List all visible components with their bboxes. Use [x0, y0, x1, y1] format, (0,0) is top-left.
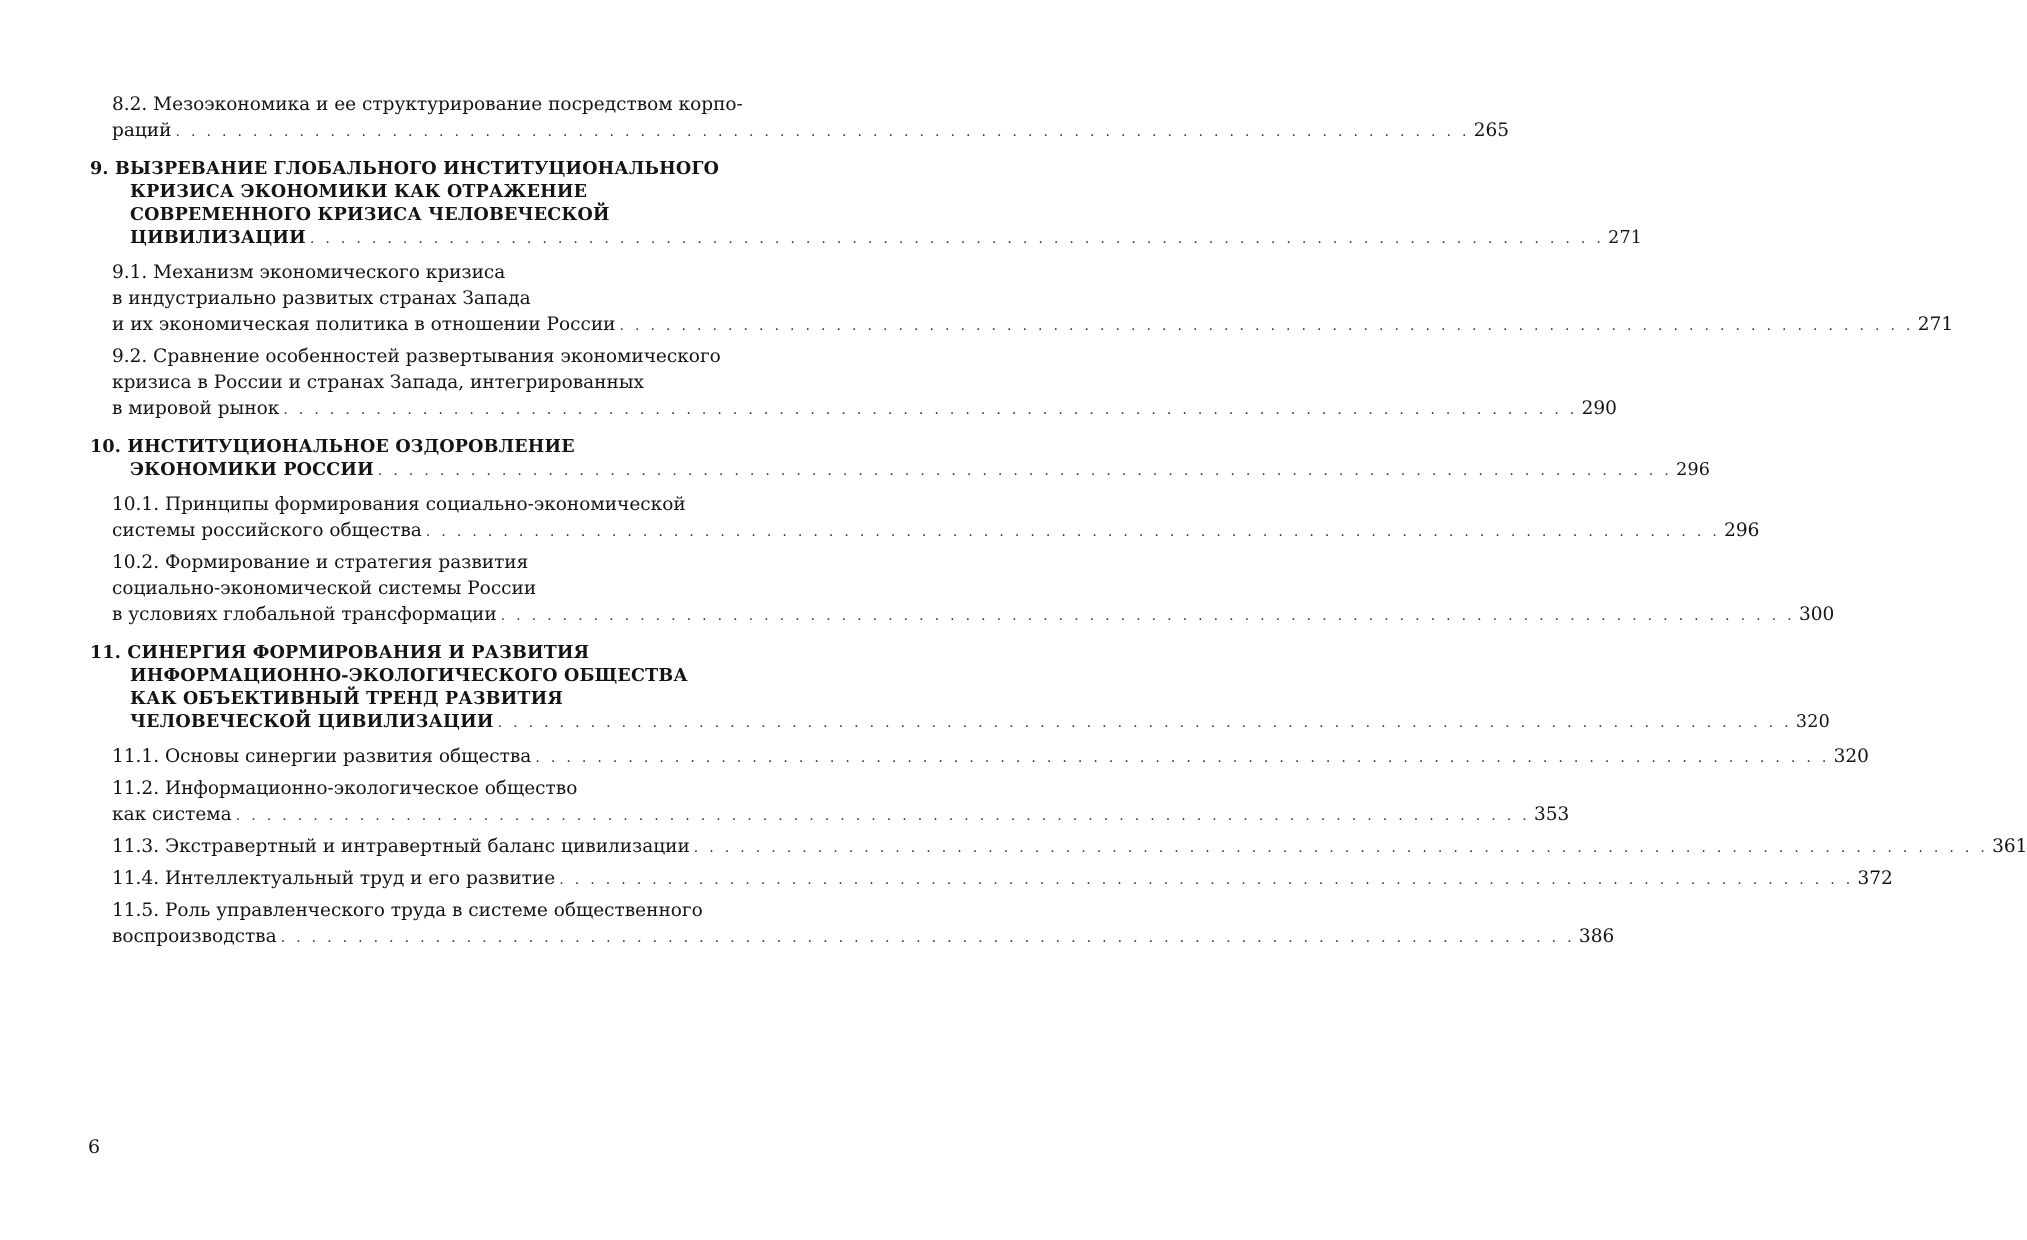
toc-page-number: 296 — [1724, 520, 1760, 541]
dot-leader: . . . . . . . . . . . . . . . . . . . . . . . . . . . . . . . . . . . . . . . . . . . . . . . . . . . . . . . . . . . . . . . . . . . . . . . . . . . . . . . . . . . . — [619, 318, 1914, 334]
dot-leader: . . . . . . . . . . . . . . . . . . . . . . . . . . . . . . . . . . . . . . . . . . . . . . . . . . . . . . . . . . . . . . . . . . . . . . . . . . . . . . . . . . . . — [425, 524, 1721, 540]
toc-line: 10.1. Принципы формирования социально-экономической — [112, 494, 686, 515]
toc-section[interactable] — [90, 344, 1617, 422]
toc-line — [90, 312, 1954, 338]
toc-line: ИНФОРМАЦИОННО-ЭКОЛОГИЧЕСКОГО ОБЩЕСТВА — [130, 666, 688, 686]
toc-page-number: 372 — [1857, 868, 1893, 889]
toc-line: 8.2. Мезоэкономика и ее структурирование посредством корпо- — [112, 94, 743, 115]
toc-line: КАК ОБЪЕКТИВНЫЙ ТРЕНД РАЗВИТИЯ — [130, 689, 563, 709]
dot-leader: . . . . . . . . . . . . . . . . . . . . . . . . . . . . . . . . . . . . . . . . . . . . . . . . . . . . . . . . . . . . . . . . . . . . . . . . . . . . . . . . . . . . — [280, 930, 1575, 946]
toc-line: СОВРЕМЕННОГО КРИЗИСА ЧЕЛОВЕЧЕСКОЙ — [130, 205, 610, 225]
toc-entry-title: 11.4. Интеллектуальный труд и его развитие — [112, 868, 556, 889]
toc-entry-title: и их экономическая политика в отношении России — [112, 314, 616, 335]
toc-line — [90, 602, 1835, 628]
toc-line — [90, 711, 1830, 734]
toc-line: 11.5. Роль управленческого труда в системе общественного — [112, 900, 703, 921]
dot-leader: . . . . . . . . . . . . . . . . . . . . . . . . . . . . . . . . . . . . . . . . . . . . . . . . . . . . . . . . . . . . . . . . . . . . . . . . . . . . . . . . . . . . — [559, 872, 1854, 888]
toc-page-number: 300 — [1798, 604, 1835, 625]
toc-line: 10.2. Формирование и стратегия развития — [112, 552, 529, 573]
toc-section[interactable] — [90, 744, 1869, 770]
dot-leader: . . . . . . . . . . . . . . . . . . . . . . . . . . . . . . . . . . . . . . . . . . . . . . . . . . . . . . . . . . . . . . . . . . . . . . . . . . . . . . . . . . . . — [500, 608, 1795, 624]
dot-leader: . . . . . . . . . . . . . . . . . . . . . . . . . . . . . . . . . . . . . . . . . . . . . . . . . . . . . . . . . . . . . . . . . . . . . . . . . . . . . . . . . . . . — [535, 750, 1830, 766]
toc-page-number: 320 — [1833, 746, 1869, 767]
toc-section[interactable] — [90, 92, 1510, 144]
toc-page-number: 361 — [1992, 836, 2027, 857]
dot-leader: . . . . . . . . . . . . . . . . . . . . . . . . . . . . . . . . . . . . . . . . . . . . . . . . . . . . . . . . . . . . . . . . . . . . . . . . . . . . . . . . . . . . — [283, 402, 1578, 418]
toc-line: 10. ИНСТИТУЦИОНАЛЬНОЕ ОЗДОРОВЛЕНИЕ — [90, 437, 575, 457]
toc-line: 9.1. Механизм экономического кризиса — [112, 262, 506, 283]
toc-page-number: 386 — [1578, 926, 1615, 947]
toc-page-number: 271 — [1917, 314, 1954, 335]
toc-line — [90, 396, 1617, 422]
dot-leader: . . . . . . . . . . . . . . . . . . . . . . . . . . . . . . . . . . . . . . . . . . . . . . . . . . . . . . . . . . . . . . . . . . . . . . . . . . . . . . . . . . . . — [693, 840, 1989, 856]
toc-entry-title: системы российского общества — [112, 520, 422, 541]
toc-line: кризиса в России и странах Запада, интегрированных — [112, 372, 644, 393]
toc-section[interactable] — [90, 776, 1570, 828]
toc-page-number: 265 — [1473, 120, 1510, 141]
toc-line — [90, 744, 1869, 770]
toc-chapter[interactable] — [90, 642, 1830, 734]
toc-line: 9. ВЫЗРЕВАНИЕ ГЛОБАЛЬНОГО ИНСТИТУЦИОНАЛЬНОГО — [90, 159, 720, 179]
toc-entry-title: 11.1. Основы синергии развития общества — [112, 746, 532, 767]
toc-line — [90, 518, 1760, 544]
toc-page-number: 320 — [1795, 712, 1830, 732]
toc-section[interactable] — [90, 260, 1954, 338]
toc-line — [90, 834, 2027, 860]
toc-line: КРИЗИСА ЭКОНОМИКИ КАК ОТРАЖЕНИЕ — [130, 182, 588, 202]
table-of-contents — [90, 92, 2027, 956]
toc-line — [90, 459, 1711, 482]
page-number: 6 — [88, 1136, 101, 1158]
toc-line — [90, 802, 1570, 828]
dot-leader: . . . . . . . . . . . . . . . . . . . . . . . . . . . . . . . . . . . . . . . . . . . . . . . . . . . . . . . . . . . . . . . . . . . . . . . . . . . . . . . . . . . . — [497, 715, 1792, 731]
toc-entry-title: раций — [112, 120, 172, 141]
toc-page-number: 353 — [1533, 804, 1570, 825]
toc-line — [90, 924, 1615, 950]
toc-chapter[interactable] — [90, 158, 1643, 250]
dot-leader: . . . . . . . . . . . . . . . . . . . . . . . . . . . . . . . . . . . . . . . . . . . . . . . . . . . . . . . . . . . . . . . . . . . . . . . . . . . . . . . . . . . . — [235, 808, 1530, 824]
toc-entry-title: ЦИВИЛИЗАЦИИ — [130, 228, 306, 248]
toc-line: в индустриально развитых странах Запада — [112, 288, 531, 309]
toc-section[interactable] — [90, 492, 1760, 544]
toc-line: 11.2. Информационно-экологическое общество — [112, 778, 578, 799]
dot-leader: . . . . . . . . . . . . . . . . . . . . . . . . . . . . . . . . . . . . . . . . . . . . . . . . . . . . . . . . . . . . . . . . . . . . . . . . . . . . . . . . . . . . — [377, 463, 1673, 479]
toc-line: 11. СИНЕРГИЯ ФОРМИРОВАНИЯ И РАЗВИТИЯ — [90, 643, 590, 663]
toc-section[interactable] — [90, 866, 1893, 892]
toc-entry-title: ЭКОНОМИКИ РОССИИ — [130, 460, 374, 480]
toc-page-number: 296 — [1676, 460, 1711, 480]
toc-entry-title: в условиях глобальной трансформации — [112, 604, 497, 625]
toc-entry-title: воспроизводства — [112, 926, 277, 947]
dot-leader: . . . . . . . . . . . . . . . . . . . . . . . . . . . . . . . . . . . . . . . . . . . . . . . . . . . . . . . . . . . . . . . . . . . . . . . . . . . . . . . . . . . . — [175, 124, 1470, 140]
toc-line: 9.2. Сравнение особенностей развертывания экономического — [112, 346, 721, 367]
toc-section[interactable] — [90, 898, 1615, 950]
toc-line — [90, 118, 1510, 144]
toc-entry-title: как система — [112, 804, 232, 825]
toc-entry-title: в мировой рынок — [112, 398, 280, 419]
toc-line — [90, 866, 1893, 892]
toc-entry-title: ЧЕЛОВЕЧЕСКОЙ ЦИВИЛИЗАЦИИ — [130, 712, 494, 732]
toc-page-number: 271 — [1608, 228, 1643, 248]
toc-section[interactable] — [90, 834, 2027, 860]
toc-entry-title: 11.3. Экстравертный и интравертный баланс цивилизации — [112, 836, 690, 857]
toc-page-number: 290 — [1581, 398, 1617, 419]
toc-chapter[interactable] — [90, 436, 1711, 482]
toc-line: социально-экономической системы России — [112, 578, 537, 599]
toc-section[interactable] — [90, 550, 1835, 628]
dot-leader: . . . . . . . . . . . . . . . . . . . . . . . . . . . . . . . . . . . . . . . . . . . . . . . . . . . . . . . . . . . . . . . . . . . . . . . . . . . . . . . . . . . . — [309, 231, 1605, 247]
toc-line — [90, 227, 1643, 250]
